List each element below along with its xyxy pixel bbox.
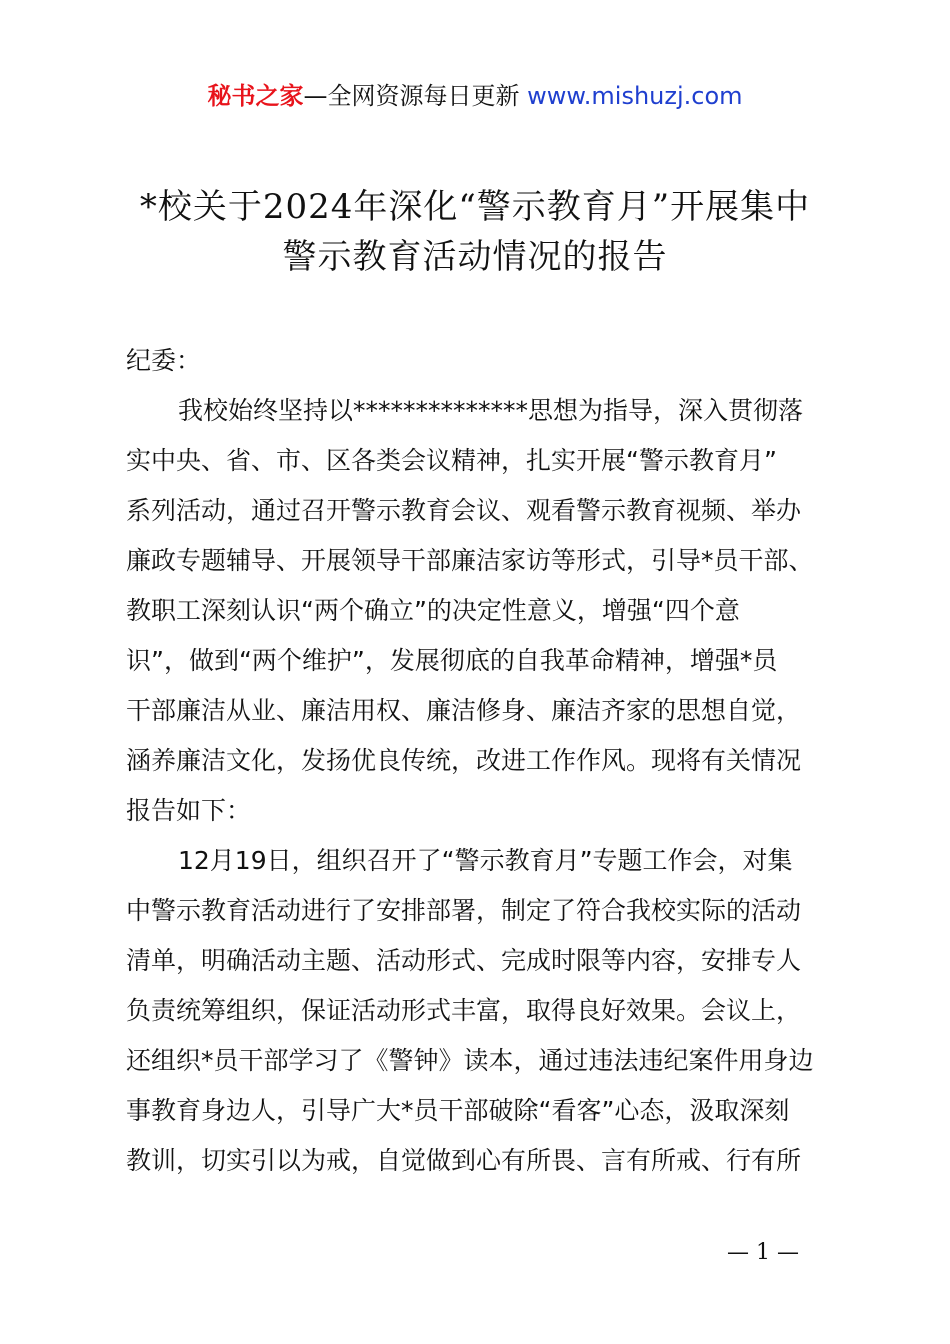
document-body: [126, 336, 838, 1186]
paragraph-1-line-2: 实中央、省、市、区各类会议精神，扎实开展“警示教育月”: [126, 446, 777, 475]
site-url[interactable]: www.mishuzj.com: [527, 82, 743, 110]
paragraph-2-line-4: 负责统筹组织，保证活动形式丰富，取得良好效果。会议上，: [126, 996, 802, 1025]
paragraph-1-line-3: 系列活动，通过召开警示教育会议、观看警示教育视频、举办: [126, 496, 802, 525]
paragraph-2-line-3: 清单，明确活动主题、活动形式、完成时限等内容，安排专人: [126, 946, 802, 975]
document-title: [60, 182, 890, 282]
paragraph-1-line-4: 廉政专题辅导、开展领导干部廉洁家访等形式，引导*员干部、: [126, 546, 814, 575]
paragraph-2-line-2: 中警示教育活动进行了安排部署，制定了符合我校实际的活动: [126, 896, 802, 925]
paragraph-2-line-6: 事教育身边人，引导广大*员干部破除“看客”心态，汲取深刻: [126, 1096, 790, 1125]
paragraph-1-line-1: 我校始终坚持以**************思想为指导，深入贯彻落: [178, 396, 804, 425]
header-tagline: —全网资源每日更新: [303, 82, 520, 110]
title-line-2: 警示教育活动情况的报告: [282, 237, 668, 277]
paragraph-2-line-5: 还组织*员干部学习了《警钟》读本，通过违法违纪案件用身边: [126, 1046, 814, 1075]
brand-name: 秘书之家: [207, 82, 304, 110]
paragraph-1-line-8: 涵养廉洁文化，发扬优良传统，改进工作作风。现将有关情况: [126, 746, 802, 775]
paragraph-2-line-7: 教训，切实引以为戒，自觉做到心有所畏、言有所戒、行有所: [126, 1146, 802, 1175]
paragraph-1-line-5: 教职工深刻认识“两个确立”的决定性意义，增强“四个意: [126, 596, 740, 625]
paragraph-2-line-1: 12月19日，组织召开了“警示教育月”专题工作会，对集: [178, 846, 793, 875]
paragraph-1-line-9: 报告如下：: [126, 796, 252, 825]
salutation: 纪委：: [126, 346, 202, 375]
paragraph-1-line-7: 干部廉洁从业、廉洁用权、廉洁修身、廉洁齐家的思想自觉，: [126, 696, 802, 725]
title-line-1: *校关于2024年深化“警示教育月”开展集中: [139, 187, 811, 227]
page-number: — 1 —: [727, 1240, 799, 1265]
site-header: [0, 80, 950, 112]
paragraph-1-line-6: 识”，做到“两个维护”，发展彻底的自我革命精神，增强*员: [126, 646, 778, 675]
